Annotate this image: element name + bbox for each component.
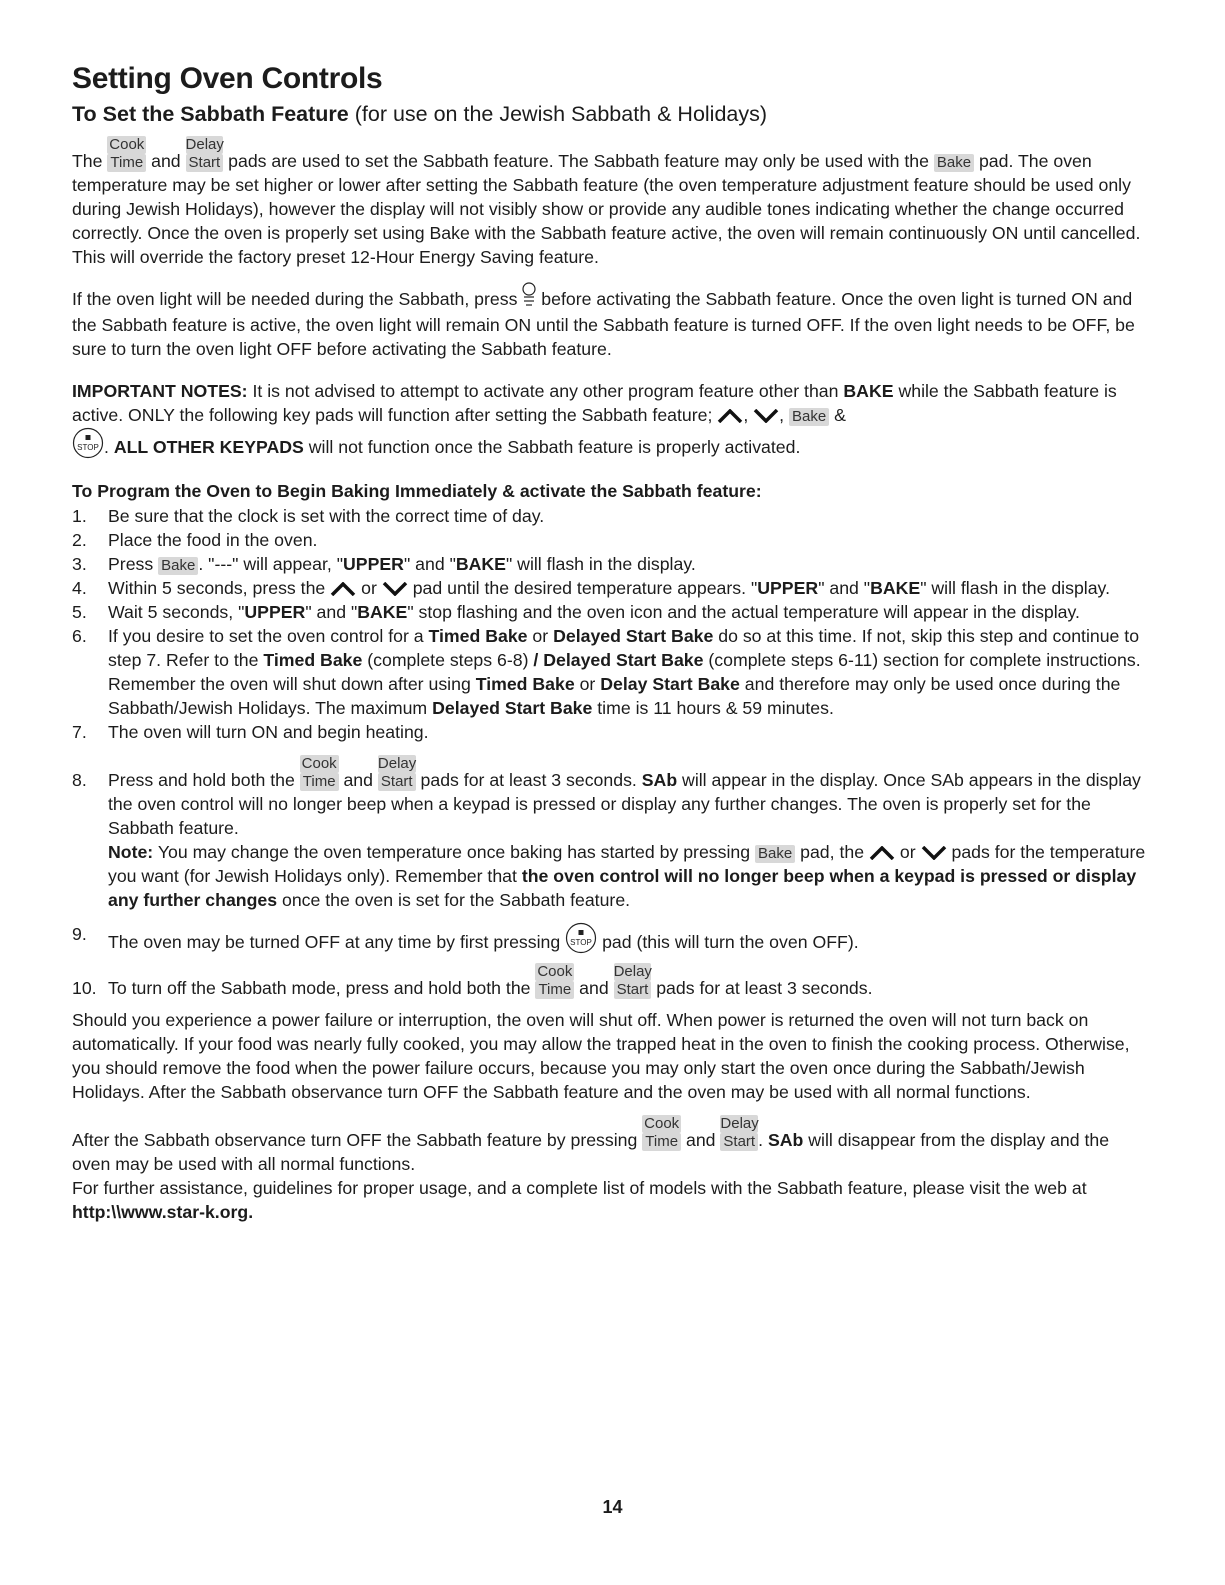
bake-word: BAKE [455,554,506,574]
intro-text-2: and [151,151,181,171]
step-text: Place the food in the oven. [108,530,318,550]
step-text: and [579,978,609,998]
bake-pad: Bake [755,845,795,863]
step-text: or [532,626,549,646]
bake-pad: Bake [158,557,198,575]
upper-word: UPPER [757,578,819,598]
intro-text-4: pad. The oven temperature may be set higher or lower after setting the Sabbath feature (the oven temperature adjustment feature should be used only during Jewish Holidays), however the display will not visibly show or provide any audible tones indicating whether the change occurred correctly. Once the oven is properly set using Bake with the Sabbath feature active, the oven will remain continuously ON until cancelled. This will override the factory preset 12-Hour Energy Saving feature. [72,151,1141,267]
delay-start-bake: Delay Start Bake [600,674,740,694]
important-text-1: It is not advised to attempt to activate any other program feature other than [252,381,839,401]
star-k-link[interactable]: http:\\www.star-k.org. [72,1202,254,1222]
comma-2: , [779,405,785,425]
intro-paragraph [72,136,1152,269]
step-text: " and " [305,602,358,622]
page-number: 14 [602,1497,623,1517]
further-assistance-paragraph [72,1176,1152,1224]
delay-label: Delay [613,963,652,980]
step-text: Wait 5 seconds, " [108,602,245,622]
step-number: 5. [72,602,87,622]
step-text: " and " [818,578,871,598]
cook-label: Cook [301,755,337,772]
step-1 [72,504,1152,528]
delayed-start-bake: Delayed Start Bake [432,698,593,718]
step-5 [72,600,1152,624]
up-arrow-icon [330,582,356,596]
step-text: or [579,674,596,694]
cook-label: Cook [537,963,573,980]
intro-text-3: pads are used to set the Sabbath feature. The Sabbath feature may only be used with the [228,151,929,171]
cook-time-pad [642,1115,681,1151]
step-text: " stop flashing and the oven icon and the actual temperature will appear in the display. [407,602,1080,622]
upper-word: UPPER [343,554,404,574]
bake-word: BAKE [870,578,921,598]
delay-start-pad [377,755,417,791]
delayed-start-bake: / Delayed Start Bake [533,650,704,670]
step-number: 4. [72,578,87,598]
page-title: Setting Oven Controls [72,62,383,95]
program-steps [72,504,1152,1000]
cook-label: Cook [109,136,145,153]
stop-icon [565,922,597,960]
comma-1: , [743,405,749,425]
cook-time-pad [107,136,146,172]
after-text-dot: . [758,1130,764,1150]
step-10 [72,963,1152,1000]
step-number: 8. [72,770,87,790]
down-arrow-icon [382,582,408,596]
oven-light-icon [522,289,536,313]
program-heading: To Program the Oven to Begin Baking Immediately & activate the Sabbath feature: [72,481,762,501]
bake-pad: Bake [934,154,974,172]
stop-icon [72,427,104,465]
cook-time-pad [535,963,574,999]
down-arrow-icon [921,846,947,860]
step-number: 9. [72,924,87,944]
step-text: time is 11 hours & 59 minutes. [597,698,834,718]
step-text: Within 5 seconds, press the [108,578,326,598]
delay-label: Delay [185,136,224,153]
important-label: IMPORTANT NOTES: [72,381,248,401]
bake-pad: Bake [789,408,829,426]
after-text-1: After the Sabbath observance turn OFF the Sabbath feature by pressing [72,1130,638,1150]
step-6 [72,624,1152,720]
step-text: . "---" will appear, " [198,554,343,574]
step-number: 6. [72,626,87,646]
step-text: and [343,770,373,790]
ampersand: & [834,405,846,425]
important-bake-word: BAKE [843,381,894,401]
step-text: (complete steps 6-8) [367,650,529,670]
step-text: will appear in the display. Once SAb appears in the display the oven control will no longer beep when a keypad is pressed or display any further changes. The oven is properly set for the Sabbath feature. [108,770,1141,838]
step-text: Press [108,554,154,574]
stop-label: STOP [570,938,592,947]
delay-start-pad [613,963,652,999]
step-2 [72,528,1152,552]
step-text: To turn off the Sabbath mode, press and hold both the [108,978,531,998]
step-text: do so at this time. If not, skip this step and continue to step 7. Refer to the [108,626,1140,670]
intro-text-1: The [72,151,103,171]
cook-label: Cook [644,1115,680,1132]
step-number: 1. [72,506,87,526]
down-arrow-icon [753,409,779,423]
delay-start-pad [185,136,224,172]
step-3 [72,552,1152,576]
step-text: pads for the temperature you want (for Jewish Holidays only). Remember that [108,842,1146,886]
start-label: Start [723,1133,756,1150]
time-label: Time [110,154,144,171]
step-text: once the oven is set for the Sabbath feature. [281,890,631,910]
step-text: " will flash in the display. [920,578,1111,598]
period: . [104,437,109,457]
step-8 [72,755,1152,912]
step-text: If you desire to set the oven control for a [108,626,424,646]
start-label: Start [380,773,413,790]
step-7 [72,720,1152,744]
section-heading [72,102,1152,127]
start-label: Start [616,981,649,998]
step-text: You may change the oven temperature once baking has started by pressing [157,842,751,862]
step-number: 2. [72,530,87,550]
step-text: The oven will turn ON and begin heating. [108,722,429,742]
time-label: Time [645,1133,679,1150]
bake-word: BAKE [357,602,408,622]
step-text: " and " [403,554,456,574]
note-label: Note: [108,842,154,862]
step-text: Be sure that the clock is set with the correct time of day. [108,506,545,526]
cook-time-pad [300,755,339,791]
step-9 [72,922,1152,960]
step-text: pad, the [800,842,865,862]
important-text-3: will not function once the Sabbath feature is properly activated. [308,437,801,457]
step-text: pad (this will turn the oven OFF). [602,932,859,952]
sab-word: SAb [641,770,678,790]
delay-label: Delay [377,755,417,772]
light-text-2: before activating the Sabbath feature. Once the oven light is turned ON and the Sabbath feature is active, the oven light will remain ON until the Sabbath feature is turned OFF. If the oven light needs to be OFF, be sure to turn the oven light OFF before activating the Sabbath feature. [72,289,1135,359]
step-number: 10. [72,978,97,998]
power-failure-paragraph: Should you experience a power failure or interruption, the oven will shut off. When power is returned the oven will not turn back on automatically. If your food was nearly fully cooked, you may allow the trapped heat in the oven to finish the cooking process. Otherwise, you should remove the food when the power failure occurs, because you may only start the oven once during the Sabbath/Jewish Holidays. After the Sabbath observance turn OFF the Sabbath feature and the oven may be used with all normal functions. [72,1010,1130,1102]
after-text-and: and [685,1130,716,1150]
step-text: The oven may be turned OFF at any time by first pressing [108,932,561,952]
delay-label: Delay [720,1115,759,1132]
section-heading-normal: (for use on the Jewish Sabbath & Holidays) [354,102,768,126]
step-text: and therefore may only be used once during the Sabbath/Jewish Holidays. The maximum [108,674,1121,718]
step-text: or [361,578,377,598]
important-text-2: while the Sabbath feature is active. ONLY the following key pads will function after setting the Sabbath feature; [72,381,1117,425]
step-text: pad until the desired temperature appears. " [412,578,758,598]
timed-bake: Timed Bake [475,674,575,694]
time-label: Time [538,981,572,998]
start-label: Start [188,154,221,171]
after-text-2: will disappear from the display and the oven may be used with all normal functions. [72,1130,1110,1174]
upper-word: UPPER [244,602,306,622]
step-text: (complete steps 6-11) section for complete instructions. Remember the oven will shut down after using [108,650,1141,694]
all-other-keypads: ALL OTHER KEYPADS [113,437,304,457]
delayed-start-bake: Delayed Start Bake [553,626,714,646]
after-sabbath-paragraph [72,1115,1152,1176]
step-text: or [899,842,916,862]
step-number: 7. [72,722,87,742]
further-text: For further assistance, guidelines for proper usage, and a complete list of models with the Sabbath feature, please visit the web at [72,1178,1087,1198]
up-arrow-icon [869,846,895,860]
important-notes [72,379,1152,465]
step-number: 3. [72,554,87,574]
time-label: Time [302,773,336,790]
step-4 [72,576,1152,600]
oven-light-paragraph [72,287,1152,361]
step-text: Press and hold both the [108,770,295,790]
sab-word: SAb [767,1130,804,1150]
timed-bake: Timed Bake [263,650,363,670]
manual-page [72,62,1152,1234]
step-text: pads for at least 3 seconds. [656,978,873,998]
beep-warning: the oven control will no longer beep when a keypad is pressed or display any further changes [108,866,1137,910]
step-text: pads for at least 3 seconds. [420,770,637,790]
step-text: " will flash in the display. [505,554,696,574]
up-arrow-icon [717,409,743,423]
light-text-1: If the oven light will be needed during the Sabbath, press [72,289,518,309]
delay-start-pad [720,1115,759,1151]
stop-label: STOP [77,443,99,452]
timed-bake: Timed Bake [428,626,528,646]
section-heading-bold: To Set the Sabbath Feature [72,102,349,126]
